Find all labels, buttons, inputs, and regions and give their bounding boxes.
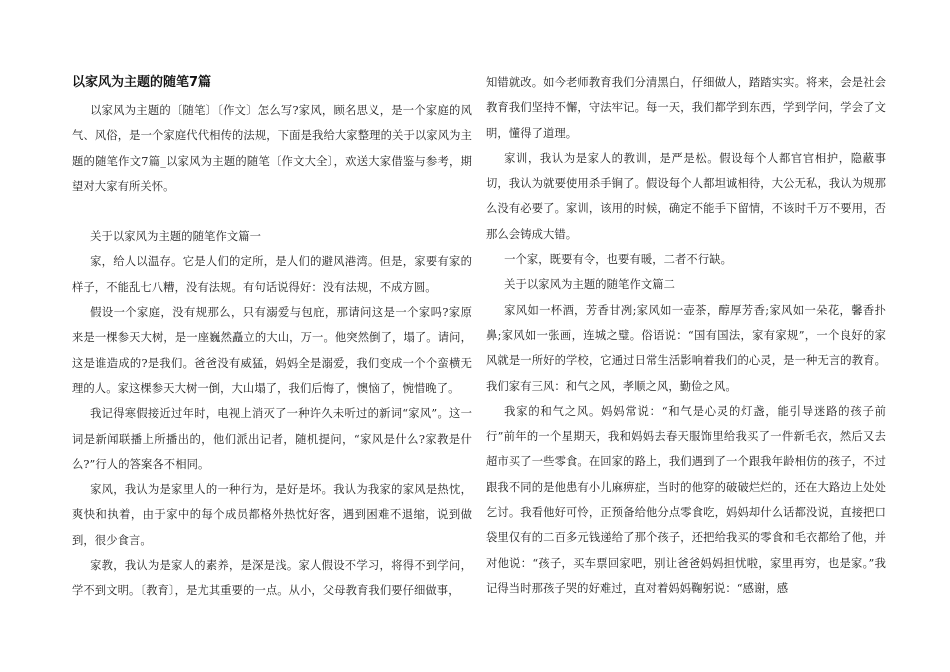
- paragraph-continued: 知错就改。如今老师教育我们分清黑白，仔细做人，踏踏实实。将来，会是社会教育我们坚持不懈，守法牢记。每一天，我们都学到东西，学到学问，学会了文明，懂得了道理。: [486, 76, 886, 140]
- document-title: 以家风为主题的随笔7篇: [72, 75, 212, 90]
- paragraph: 家，给人以温存。它是人们的定所，是人们的避风港湾。但是，家要有家的样子，不能乱七八糟，没有法规。有句话说得好：没有法规，不成方圆。: [72, 255, 472, 294]
- paragraph: 我家的和气之风。妈妈常说：“和气是心灵的灯盏，能引导迷路的孩子前行”前年的一个星期天，我和妈妈去春天服饰里给我买了一件新毛衣，然后又去超市买了一些零食。在回家的路上，我们遇到了一个跟我年龄相仿的孩子，不过跟我不同的是他患有小儿麻痹症，当时的他穿的破破烂烂的，还在大路边上处处乞讨。我看他好可怜，正预备给他分点零食吃，妈妈却什么话都没说，直接把口袋里仅有的二百多元钱递给了那个孩子，还把给我买的零食和毛衣都给了他，并对他说：“孩子，买车票回家吧，别让爸爸妈妈担忧啦，家里再穷，也是家。”我记得当时那孩子哭的好难过，直对着妈妈鞠躬说：“感谢，感: [486, 404, 886, 595]
- paragraph: 一个家，既要有令，也要有暖，二者不行缺。: [504, 253, 733, 267]
- section-heading-2: 关于以家风为主题的随笔作文篇二: [504, 278, 676, 292]
- paragraph: 家风，我认为是家里人的一种行为，是好是坏。我认为我家的家风是热忱，爽快和执着，由于家中的每个成员都格外热忱好客，遇到困难不退缩，说到做到，很少食言。: [72, 483, 472, 547]
- intro-paragraph: 以家风为主题的〔随笔〕〔作文〕怎么写?家风，顾名思义，是一个家庭的风气、风俗，是一个家庭代代相传的法规，下面是我给大家整理的关于以家风为主题的随笔作文7篇_以家风为主题的随笔〔作文大全〕，欢送大家借鉴与参考，期望对大家有所关怀。: [72, 104, 472, 193]
- paragraph: 假设一个家庭，没有规那么，只有溺爱与包庇，那请问这是一个家吗?家原来是一棵参天大树，是一座巍然矗立的大山，万一。他突然倒了，塌了。请问，这是谁造成的?是我们。爸爸没有威猛，妈妈全是溺爱，我们变成一个个蛮横无理的人。家这棵参天大树一倒，大山塌了，我们后悔了，懊恼了，惋惜晚了。: [72, 306, 472, 395]
- section-heading-1: 关于以家风为主题的随笔作文篇一: [90, 230, 262, 244]
- paragraph: 家训，我认为是家人的教训，是严是松。假设每个人都官官相护，隐蔽事切，我认为就要使用杀手锏了。假设每个人都坦诚相待，大公无私，我认为规那么没有必要了。家训，该用的时候，确定不能手下留情，不该时千万不要用，否那么会铸成大错。: [486, 151, 886, 241]
- right-column: [486, 70, 886, 601]
- paragraph: 家教，我认为是家人的素养，是深是浅。家人假设不学习，将得不到学问，学不到文明。〔教育〕，是尤其重要的一点。从小，父母教育我们要仔细做事，: [72, 559, 472, 598]
- paragraph: 我记得寒假接近过年时，电视上消灭了一种许久未听过的新词“家风”。这一词是新闻联播上所播出的，他们派出记者，随机提问，“家风是什么?家教是什么?”行人的答案各不相同。: [72, 407, 472, 471]
- paragraph: 家风如一杯酒，芳香甘冽;家风如一壶茶，醇厚芳香;家风如一朵花，馨香扑鼻;家风如一张画，连城之璧。俗语说：“国有国法，家有家规”，一个良好的家风就是一所好的学校，它通过日常生活影响着我们的心灵，是一种无言的教育。我们家有三风：和气之风，孝顺之风，勤俭之风。: [486, 303, 886, 393]
- paragraph-gap: [72, 199, 472, 224]
- left-column: [72, 70, 472, 604]
